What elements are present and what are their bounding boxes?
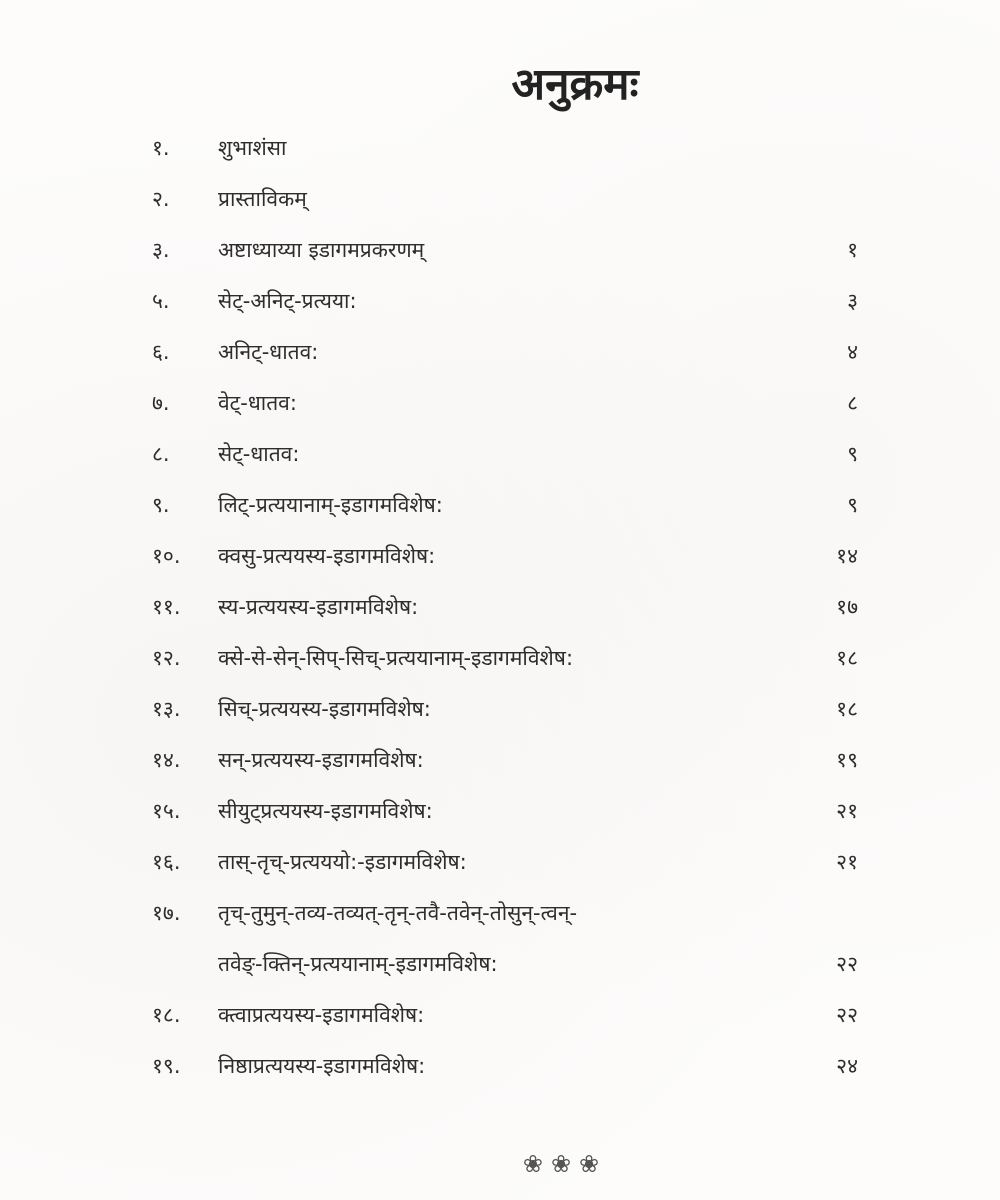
toc-entry-title: सेट्-धातव: [218, 442, 300, 466]
flower-ornament-icon: ❀ [579, 1150, 608, 1178]
toc-entry-page: ३ [847, 289, 858, 313]
toc-entry-number: १०. [152, 544, 181, 568]
footer-ornament [0, 1150, 1000, 1178]
toc-entry-number: १. [152, 136, 170, 160]
toc-entry [0, 633, 1000, 684]
toc-entry-title: अनिट्-धातव: [218, 340, 319, 364]
toc-entry-page: १४ [836, 544, 858, 568]
toc-entry [0, 123, 1000, 174]
toc-entry-title: प्रास्ताविकम् [218, 187, 307, 211]
toc-entry-number: २. [152, 187, 170, 211]
toc-entry [0, 990, 1000, 1041]
toc-entry-number: ५. [152, 289, 170, 313]
flower-ornament-icon: ❀ [522, 1150, 551, 1178]
toc-entry [0, 378, 1000, 429]
toc-entry-number: १२. [152, 646, 181, 670]
toc-entry-number: १४. [152, 748, 181, 772]
toc-entry [0, 582, 1000, 633]
toc-entry-page: ४ [847, 340, 858, 364]
toc-entry [0, 735, 1000, 786]
toc-entry-number: १६. [152, 850, 181, 874]
toc-entry [0, 684, 1000, 735]
toc-entry-title: क्वसु-प्रत्ययस्य-इडागमविशेष: [218, 544, 436, 568]
toc-entry-title: लिट्-प्रत्ययानाम्-इडागमविशेष: [218, 493, 443, 517]
toc-entry-number: १३. [152, 697, 181, 721]
toc-entry [0, 837, 1000, 888]
toc-entry [0, 174, 1000, 225]
toc-entry-title: क्से-से-सेन्-सिप्-सिच्-प्रत्ययानाम्-इडागमविशेष: [218, 646, 574, 670]
toc-entry-number: ३. [152, 238, 170, 262]
page-title: अनुक्रमः [511, 59, 639, 110]
toc-entry [0, 480, 1000, 531]
toc-entry-page: २२ [836, 952, 858, 976]
toc-entry-number: १८. [152, 1003, 181, 1027]
toc-entry-page: १८ [836, 646, 858, 670]
toc-entry-title: तृच्-तुमुन्-तव्य-तव्यत्-तृन्-तवै-तवेन्-तोसुन्-त्वन्- [218, 901, 578, 925]
toc-entry-page: २१ [836, 799, 858, 823]
toc-entry-page: ९ [847, 442, 858, 466]
toc-entry-number: १५. [152, 799, 181, 823]
toc-entry-title: तास्-तृच्-प्रत्यययो:-इडागमविशेष: [218, 850, 467, 874]
toc-entry [0, 1041, 1000, 1092]
toc-entry-title: निष्ठाप्रत्ययस्य-इडागमविशेष: [218, 1054, 426, 1078]
toc-entry [0, 327, 1000, 378]
toc-entry-title: सीयुट्प्रत्ययस्य-इडागमविशेष: [218, 799, 433, 823]
toc-entry-page: १ [847, 238, 858, 262]
toc-entry-page: १९ [836, 748, 858, 772]
toc-entry [0, 225, 1000, 276]
toc-entry-number: ९. [152, 493, 170, 517]
toc-entry-title: शुभाशंसा [218, 136, 287, 160]
toc-entry-number: १९. [152, 1054, 181, 1078]
toc-entry-title: वेट्-धातव: [218, 391, 297, 415]
toc-entry-page: १७ [836, 595, 858, 619]
toc-entry-title: सिच्-प्रत्ययस्य-इडागमविशेष: [218, 697, 431, 721]
toc-entry-number: ११. [152, 595, 181, 619]
toc-entry [0, 531, 1000, 582]
toc-entry-page: २४ [836, 1054, 858, 1078]
toc-entry [0, 429, 1000, 480]
toc-entry-title: सन्-प्रत्ययस्य-इडागमविशेष: [218, 748, 424, 772]
toc-entry-title-continued: तवेङ्-क्तिन्-प्रत्ययानाम्-इडागमविशेष: [218, 952, 498, 976]
toc-entry-page: ८ [847, 391, 858, 415]
toc-entry-number: ८. [152, 442, 170, 466]
toc-entry-page: ९ [847, 493, 858, 517]
flower-ornament-icon: ❀ [550, 1150, 580, 1178]
toc-entry-number: १७. [152, 901, 181, 925]
toc-entry-title: अष्टाध्याय्या इडागमप्रकरणम् [218, 238, 425, 262]
toc-entry-number: ६. [152, 340, 170, 364]
toc-entry-page: २२ [836, 1003, 858, 1027]
toc-entry-number: ७. [152, 391, 170, 415]
table-of-contents [0, 123, 1000, 1092]
toc-entry-title: स्य-प्रत्ययस्य-इडागमविशेष: [218, 595, 419, 619]
toc-entry-page: २१ [836, 850, 858, 874]
toc-entry-title: सेट्-अनिट्-प्रत्यया: [218, 289, 357, 313]
toc-entry-title: क्त्वाप्रत्ययस्य-इडागमविशेष: [218, 1003, 425, 1027]
toc-entry [0, 276, 1000, 327]
toc-entry [0, 786, 1000, 837]
toc-entry [0, 888, 1000, 990]
toc-entry-page: १८ [836, 697, 858, 721]
